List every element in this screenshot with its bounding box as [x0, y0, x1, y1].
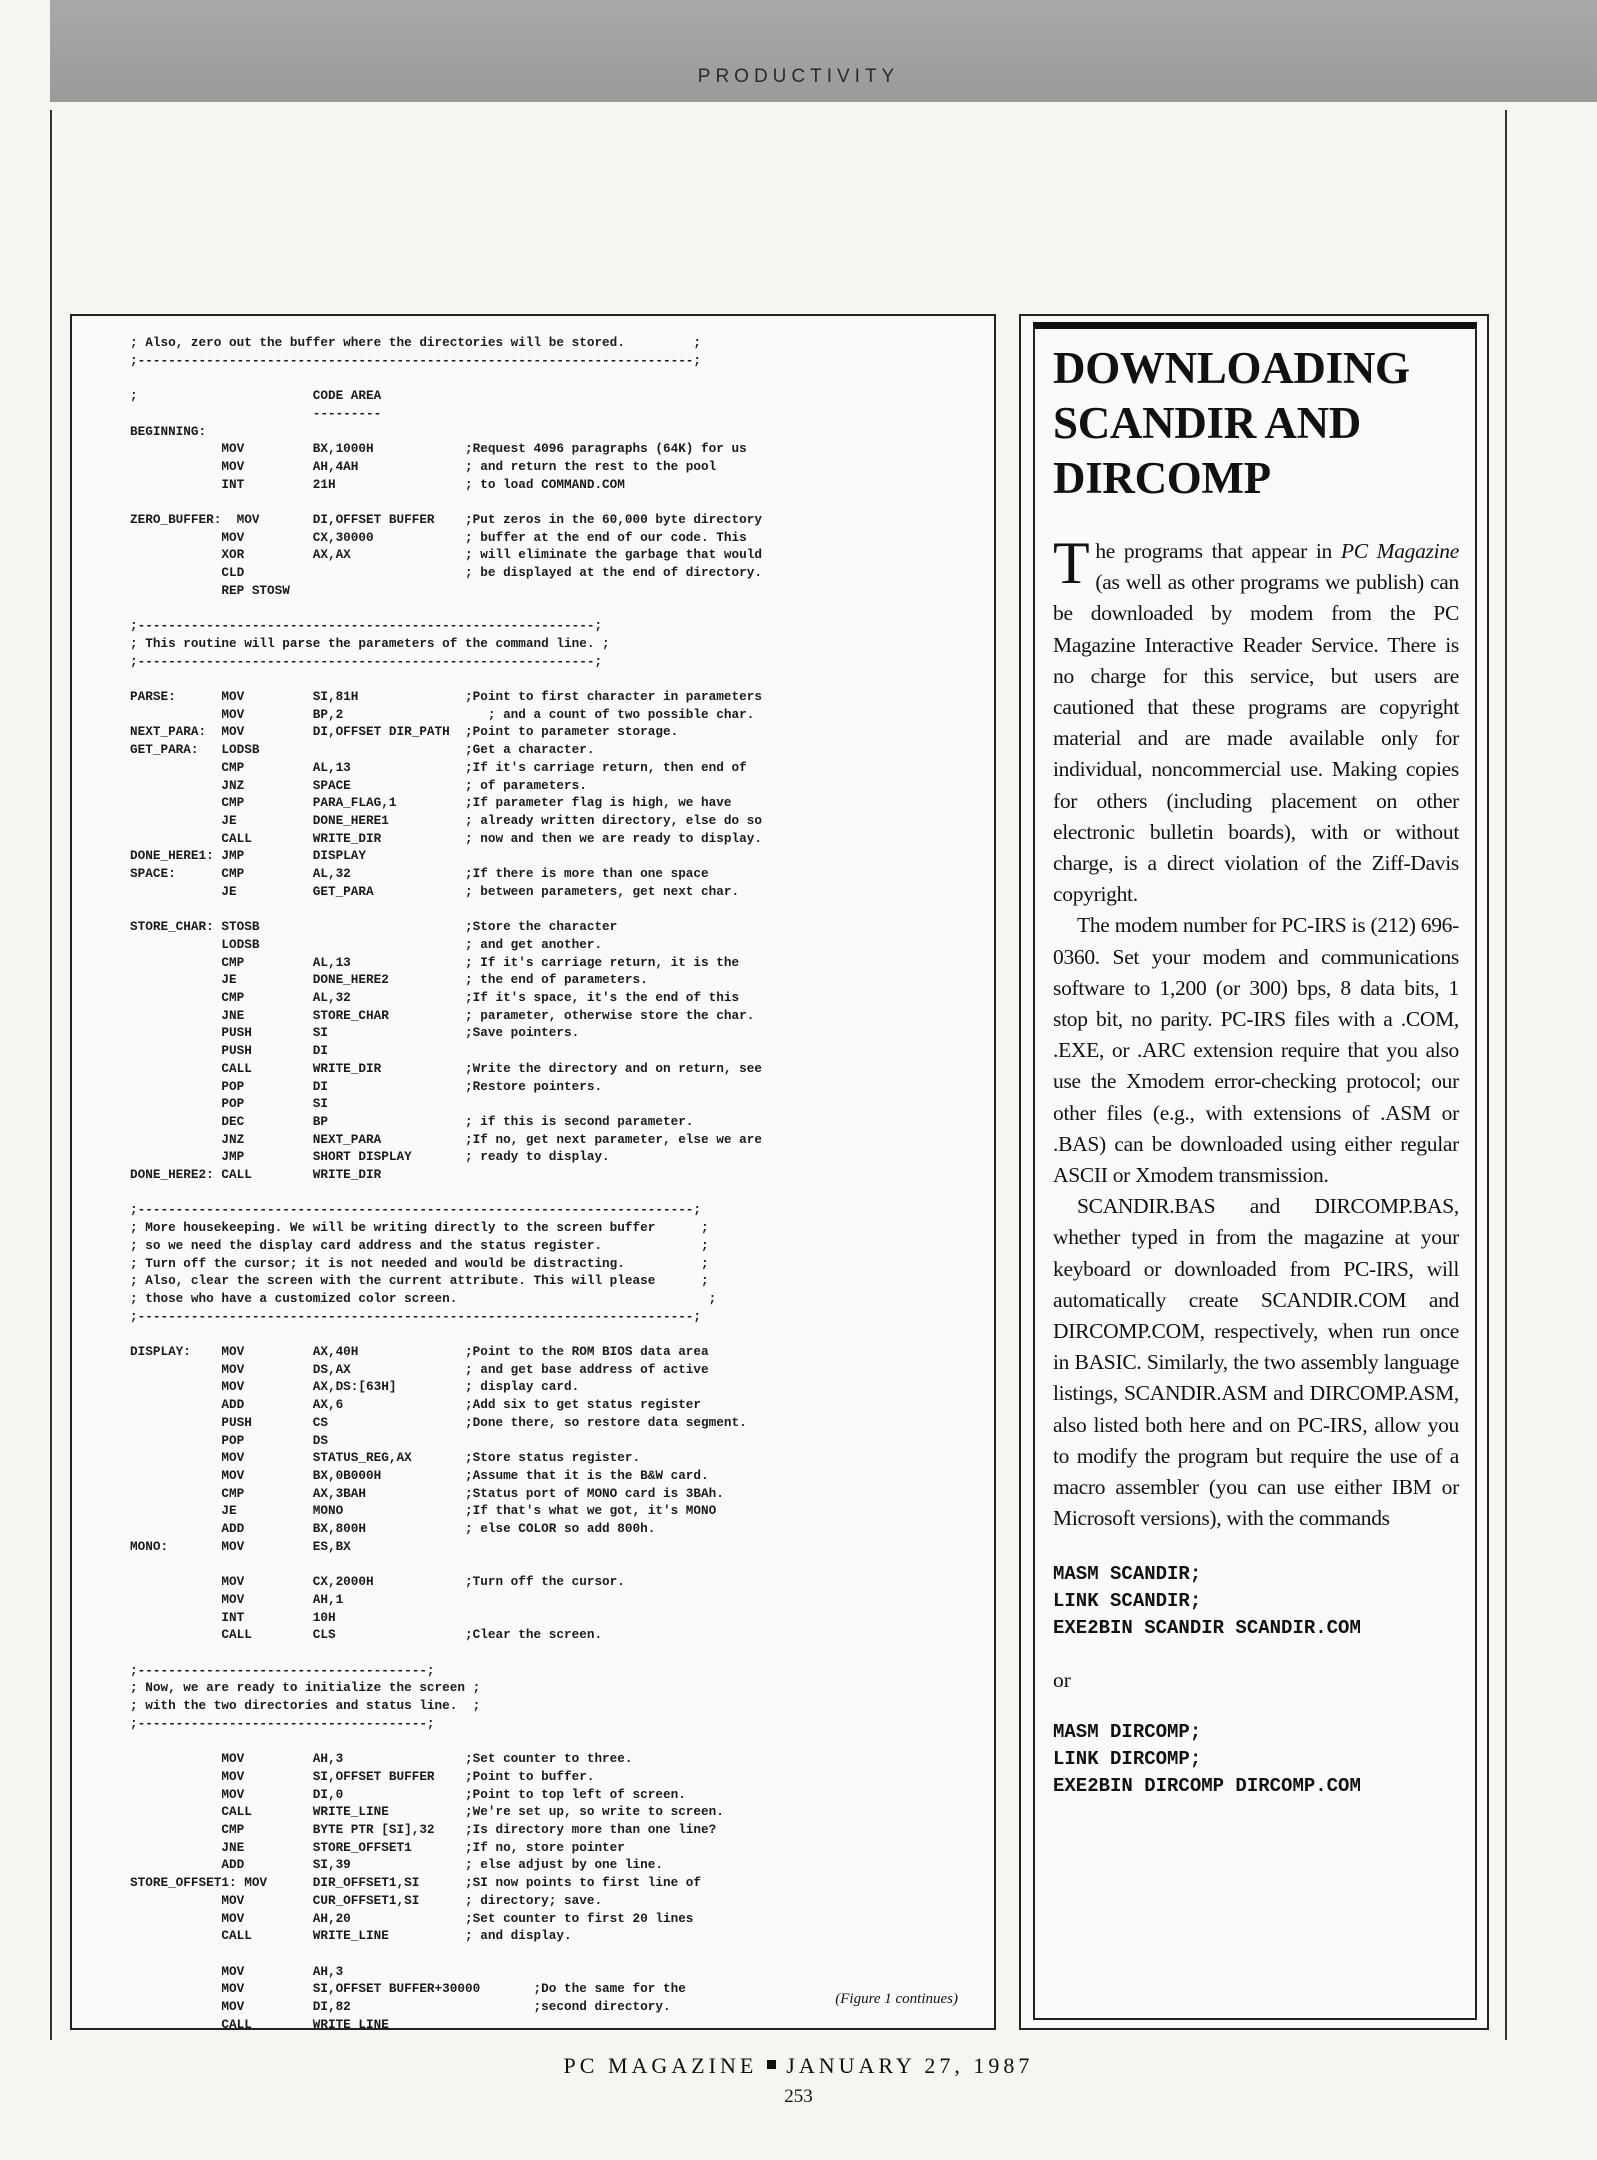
- page-number: 253: [784, 2086, 813, 2107]
- code-line: ; those who have a customized color screen. ;: [130, 1290, 717, 1306]
- footer-magazine: PC MAGAZINE: [563, 2053, 758, 2078]
- code-line: [130, 1644, 762, 1662]
- or-label: or: [1053, 1667, 1071, 1692]
- page-rule-left: [50, 110, 52, 2040]
- page-rule-right: [1505, 110, 1507, 2040]
- code-line: CALL WRITE_LINE: [130, 2016, 389, 2032]
- code-line: POP DI ;Restore pointers.: [130, 1078, 603, 1094]
- code-line: MOV AH,20 ;Set counter to first 20 lines: [130, 1910, 694, 1926]
- sidebar-body: [1053, 530, 1459, 1535]
- code-line: [130, 1945, 762, 1963]
- code-line: [130, 1733, 762, 1751]
- code-line: CLD ; be displayed at the end of directory.: [130, 565, 762, 581]
- sidebar-inner: [1033, 322, 1477, 2020]
- code-line: MOV DS,AX ; and get base address of active: [130, 1361, 709, 1377]
- code-line: MONO: MOV ES,BX: [130, 1538, 351, 1554]
- code-line: ; Now, we are ready to initialize the screen ;: [130, 1680, 481, 1696]
- code-line: ; This routine will parse the parameters of the command line. ;: [130, 635, 610, 651]
- code-line: CALL CLS ;Clear the screen.: [130, 1627, 603, 1643]
- code-line: POP DS: [130, 1432, 328, 1448]
- code-line: PUSH CS ;Done there, so restore data segment.: [130, 1414, 747, 1430]
- code-line: MOV AH,1: [130, 1591, 344, 1607]
- code-line: STORE_OFFSET1: MOV DIR_OFFSET1,SI ;SI now points to first line of: [130, 1875, 702, 1891]
- code-line: ;-------------------------------------------------------------------------;: [130, 352, 702, 368]
- code-line: CMP PARA_FLAG,1 ;If parameter flag is high, we have: [130, 795, 732, 811]
- code-line: [130, 493, 762, 511]
- code-line: ADD BX,800H ; else COLOR so add 800h.: [130, 1521, 656, 1537]
- code-line: XOR AX,AX ; will eliminate the garbage that would: [130, 547, 762, 563]
- code-line: MOV BX,0B000H ;Assume that it is the B&W card.: [130, 1468, 709, 1483]
- code-line: LODSB ; and get another.: [130, 936, 603, 952]
- code-line: ;------------------------------------------------------------;: [130, 653, 603, 669]
- code-line: ;------------------------------------------------------------;: [130, 618, 603, 634]
- drop-cap: T: [1053, 530, 1090, 596]
- code-line: POP SI: [130, 1096, 328, 1112]
- command-block-scandir: MASM SCANDIR; LINK SCANDIR; EXE2BIN SCANDIR SCANDIR.COM: [1053, 1562, 1361, 1639]
- code-line: ;--------------------------------------;: [130, 1662, 435, 1678]
- code-line: [130, 1556, 762, 1574]
- code-line: CMP AL,13 ; If it's carriage return, it is the: [130, 954, 740, 970]
- code-line: DONE_HERE2: CALL WRITE_DIR: [130, 1167, 382, 1183]
- p1-rest: (as well as other programs we publish) can be downloaded by modem from the PC Magazine Interactive Reader Service. There is no charge for this service, but users are cautioned that these programs are copyright material and are made available only for individual, noncommercial use. Making copies for others (including placement on other electronic bulletin boards), with or without charge, is a direct violation of the Ziff-Davis copyright.: [1053, 570, 1459, 907]
- code-line: ZERO_BUFFER: MOV DI,OFFSET BUFFER ;Put zeros in the 60,000 byte directory: [130, 512, 762, 528]
- code-line: MOV AH,4AH ; and return the rest to the pool: [130, 458, 717, 474]
- code-listing: [130, 334, 762, 2034]
- p1-magazine-name: PC Magazine: [1340, 539, 1459, 563]
- code-line: ; Also, clear the screen with the current attribute. This will please ;: [130, 1273, 709, 1289]
- code-line: DEC BP ; if this is second parameter.: [130, 1113, 694, 1129]
- code-line: [130, 670, 762, 688]
- code-line: MOV CX,30000 ; buffer at the end of our code. This: [130, 529, 747, 545]
- code-line: ; so we need the display card address and the status register. ;: [130, 1237, 709, 1253]
- code-line: ; with the two directories and status line. ;: [130, 1698, 481, 1714]
- code-line: INT 10H: [130, 1609, 336, 1625]
- code-line: ---------: [130, 405, 382, 421]
- code-line: DONE_HERE1: JMP DISPLAY: [130, 848, 367, 864]
- code-line: GET_PARA: LODSB ;Get a character.: [130, 742, 595, 758]
- code-line: MOV STATUS_REG,AX ;Store status register.: [130, 1450, 641, 1466]
- code-line: ; CODE AREA: [130, 388, 382, 404]
- code-line: CMP AL,32 ;If it's space, it's the end of this: [130, 990, 740, 1006]
- code-line: ; Also, zero out the buffer where the directories will be stored. ;: [130, 335, 702, 350]
- code-line: JMP SHORT DISPLAY ; ready to display.: [130, 1149, 610, 1165]
- sidebar-paragraph-1: [1053, 530, 1459, 910]
- code-line: CALL WRITE_LINE ; and display.: [130, 1928, 572, 1944]
- code-line: MOV AH,3: [130, 1963, 344, 1979]
- code-line: CMP AX,3BAH ;Status port of MONO card is 3BAh.: [130, 1485, 724, 1501]
- page-footer: [0, 2053, 1597, 2079]
- code-line: PUSH SI ;Save pointers.: [130, 1025, 580, 1041]
- code-line: [130, 600, 762, 618]
- footer-date: JANUARY 27, 1987: [786, 2053, 1034, 2078]
- code-line: CALL WRITE_DIR ;Write the directory and on return, see: [130, 1060, 762, 1076]
- code-line: MOV SI,OFFSET BUFFER ;Point to buffer.: [130, 1768, 595, 1784]
- code-line: CMP AL,13 ;If it's carriage return, then end of: [130, 759, 747, 775]
- code-line: STORE_CHAR: STOSB ;Store the character: [130, 919, 618, 935]
- code-line: ;-------------------------------------------------------------------------;: [130, 1308, 702, 1324]
- code-line: [130, 901, 762, 919]
- code-line: MOV CUR_OFFSET1,SI ; directory; save.: [130, 1892, 603, 1908]
- code-line: JE DONE_HERE1 ; already written directory, else do so: [130, 812, 762, 828]
- code-line: JNZ SPACE ; of parameters.: [130, 777, 587, 793]
- code-line: PUSH DI: [130, 1043, 328, 1059]
- sidebar-title: DOWNLOADING SCANDIR AND DIRCOMP: [1053, 343, 1410, 503]
- code-line: ;-------------------------------------------------------------------------;: [130, 1202, 702, 1218]
- code-line: MOV DI,0 ;Point to top left of screen.: [130, 1786, 686, 1802]
- sidebar-box: [1019, 314, 1489, 2030]
- code-line: NEXT_PARA: MOV DI,OFFSET DIR_PATH ;Point to parameter storage.: [130, 724, 679, 740]
- code-line: [130, 369, 762, 387]
- code-line: MOV AX,DS:[63H] ; display card.: [130, 1379, 580, 1395]
- section-label: PRODUCTIVITY: [697, 66, 900, 87]
- code-line: SPACE: CMP AL,32 ;If there is more than one space: [130, 866, 709, 882]
- sidebar-paragraph-2: The modem number for PC-IRS is (212) 696-0360. Set your modem and communications software to 1,200 (or 300) bps, 8 data bits, 1 stop bit, no parity. PC-IRS files with a .COM, .EXE, or .ARC extension require that you also use the Xmodem error-checking protocol; our other files (e.g., with extensions of .ASM or .BAS) can be downloaded using either regular ASCII or Xmodem transmission.: [1053, 913, 1459, 1188]
- footer-separator: [767, 2060, 776, 2069]
- code-line: ; Turn off the cursor; it is not needed and would be distracting. ;: [130, 1255, 709, 1271]
- code-line: MOV SI,OFFSET BUFFER+30000 ;Do the same for the: [130, 1981, 686, 1997]
- code-line: JNZ NEXT_PARA ;If no, get next parameter, else we are: [130, 1131, 762, 1147]
- code-line: REP STOSW: [130, 582, 290, 598]
- figure-caption: (Figure 1 continues): [835, 1991, 958, 2007]
- code-listing-box: [70, 314, 996, 2030]
- code-line: [130, 1184, 762, 1202]
- code-line: INT 21H ; to load COMMAND.COM: [130, 476, 625, 492]
- code-line: JNE STORE_CHAR ; parameter, otherwise store the char.: [130, 1007, 755, 1023]
- code-line: MOV BP,2 ; and a count of two possible char.: [130, 706, 755, 722]
- code-line: MOV DI,82 ;second directory.: [130, 1999, 671, 2015]
- code-line: JE MONO ;If that's what we got, it's MONO: [130, 1503, 717, 1519]
- code-line: ; More housekeeping. We will be writing directly to the screen buffer ;: [130, 1220, 709, 1236]
- code-line: CALL WRITE_DIR ; now and then we are ready to display.: [130, 830, 762, 846]
- code-line: ;--------------------------------------;: [130, 1715, 435, 1731]
- code-line: DISPLAY: MOV AX,40H ;Point to the ROM BIOS data area: [130, 1344, 709, 1360]
- p1-start: he programs that appear in: [1095, 539, 1341, 563]
- code-line: CMP BYTE PTR [SI],32 ;Is directory more than one line?: [130, 1822, 717, 1838]
- code-line: CALL WRITE_LINE ;We're set up, so write to screen.: [130, 1804, 724, 1820]
- code-line: MOV CX,2000H ;Turn off the cursor.: [130, 1574, 625, 1590]
- code-line: [130, 1325, 762, 1343]
- code-line: MOV AH,3 ;Set counter to three.: [130, 1751, 633, 1767]
- sidebar-paragraph-3: SCANDIR.BAS and DIRCOMP.BAS, whether typed in from the magazine at your keyboard or downloaded from PC-IRS, will automatically create SCANDIR.COM and DIRCOMP.COM, respectively, when run once in BASIC. Similarly, the two assembly language listings, SCANDIR.ASM and DIRCOMP.ASM, also listed both here and on PC-IRS, allow you to modify the program but require the use of a macro assembler (you can use either IBM or Microsoft versions), with the commands: [1053, 1194, 1459, 1531]
- code-line: JE GET_PARA ; between parameters, get next char.: [130, 883, 740, 899]
- code-line: MOV BX,1000H ;Request 4096 paragraphs (64K) for us: [130, 441, 747, 457]
- code-line: PARSE: MOV SI,81H ;Point to first character in parameters: [130, 689, 762, 705]
- code-line: ADD AX,6 ;Add six to get status register: [130, 1397, 702, 1413]
- code-line: JE DONE_HERE2 ; the end of parameters.: [130, 972, 648, 988]
- code-line: BEGINNING:: [130, 423, 207, 439]
- code-line: ADD SI,39 ; else adjust by one line.: [130, 1857, 663, 1873]
- code-line: JNE STORE_OFFSET1 ;If no, store pointer: [130, 1839, 625, 1855]
- command-block-dircomp: MASM DIRCOMP; LINK DIRCOMP; EXE2BIN DIRCOMP DIRCOMP.COM: [1053, 1720, 1361, 1797]
